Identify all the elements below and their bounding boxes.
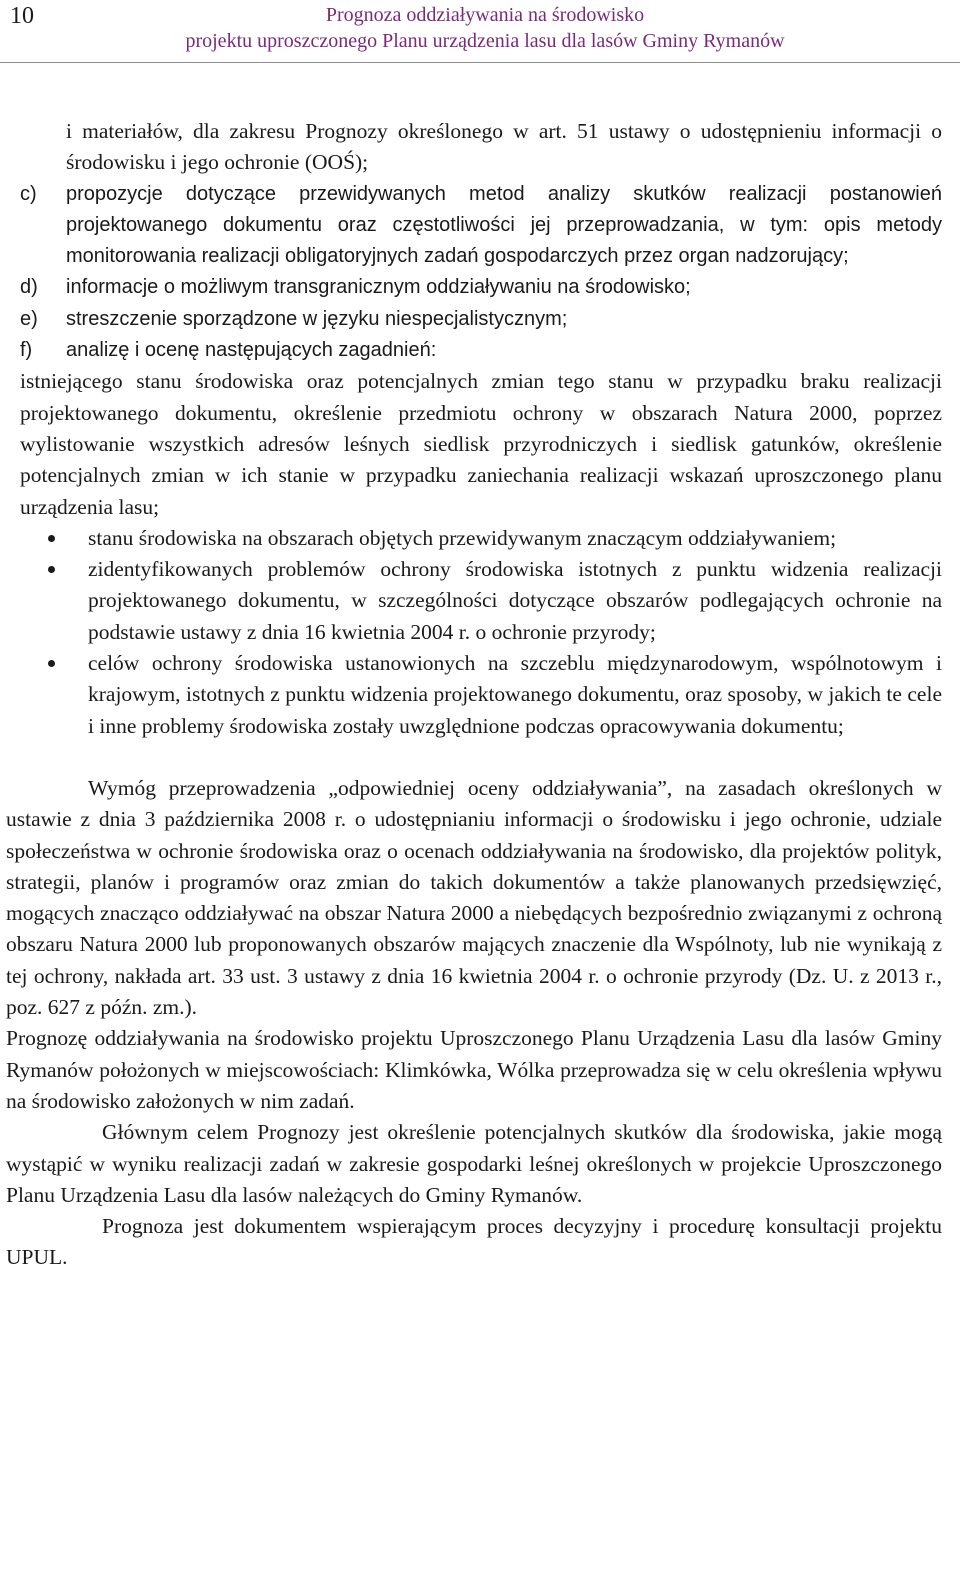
bullet-text: celów ochrony środowiska ustanowionych na szczeblu międzynarodowym, wspólnotowym i krajowym, istotnych z punktu widzenia projektowanego dokumentu, oraz sposoby, w jakich te cele i inne problemy środowiska zostały uwzględnione podczas opracowywania dokumentu; [88,651,942,738]
bullet-item [6,523,942,554]
list-continuation-text: i materiałów, dla zakresu Prognozy określonego w art. 51 ustawy o udostępnieniu informacji o środowisku i jego ochronie (OOŚ); [66,119,942,175]
list-item-text: analizę i ocenę następujących zagadnień: [66,339,437,362]
page-number: 10 [10,3,34,29]
list-marker: d) [20,276,38,299]
paragraph-forecast-scope: Prognozę oddziaływania na środowisko projektu Uproszczonego Planu Urządzenia Lasu dla lasów Gminy Rymanów położonych w miejscowościach: Klimkówka, Wólka przeprowadza się w celu określenia wpływu na środowisko założonych w nim zadań. [6,1026,942,1113]
list-item-text: propozycje dotyczące przewidywanych metod analizy skutków realizacji postanowień projektowanego dokumentu oraz częstotliwości jej przeprowadzania, w tym: opis metody monitorowania realizacji obligatoryjnych zadań gospodarczych przez organ nadzorujący; [66,182,942,268]
list-marker: f) [20,339,33,362]
paragraph-main-goal: Głównym celem Prognozy jest określenie potencjalnych skutków dla środowiska, jakie mogą wystąpić w wyniku realizacji zadań w zakresie gospodarki leśnej określonych w projekcie Uproszczonego Planu Urządzenia Lasu dla lasów należących do Gminy Rymanów. [6,1120,942,1207]
list-item-d [6,272,942,303]
header-title-line-1: Prognoza oddziaływania na środowisko [325,4,645,26]
document-body [6,116,942,1274]
header-title-line-2: projektu uproszczonego Planu urządzenia lasu dla lasów Gminy Rymanów [185,30,785,52]
paragraph-decision-support: Prognoza jest dokumentem wspierającym proces decyzyjny i procedurę konsultacji projektu UPUL. [6,1214,942,1270]
bullet-item [6,554,942,648]
bullet-text: zidentyfikowanych problemów ochrony środowiska istotnych z punktu widzenia realizacji projektowanego dokumentu, w szczególności dotyczące obszarów podlegających ochronie na podstawie ustawy z dnia 16 kwietnia 2004 r. o ochronie przyrody; [88,557,942,644]
header-divider [0,62,960,63]
bullet-icon [48,566,55,573]
list-item-f [6,335,942,366]
assessment-scope-text: istniejącego stanu środowiska oraz potencjalnych zmian tego stanu w przypadku braku realizacji projektowanego dokumentu, określenie przedmiotu ochrony w obszarach Natura 2000, poprzez wylistowanie wszystkich adresów leśnych siedlisk przyrodniczych i siedlisk gatunków, określenie potencjalnych zmian w ich stanie w przypadku zaniechania realizacji wskazań uproszczonego planu urządzenia lasu; [20,369,942,519]
list-marker: c) [20,182,37,205]
bullet-icon [48,660,55,667]
list-item-text: informacje o możliwym transgranicznym oddziaływaniu na środowisko; [66,276,691,299]
bullet-text: stanu środowiska na obszarach objętych przewidywanym znaczącym oddziaływaniem; [88,525,837,550]
list-item-c [6,179,942,273]
bullet-item [6,648,942,742]
list-item-text: streszczenie sporządzone w języku niespecjalistycznym; [66,307,568,330]
running-header [120,2,850,54]
list-marker: e) [20,307,38,330]
bullet-icon [48,535,55,542]
list-item-e [6,304,942,335]
paragraph-appropriate-assessment: Wymóg przeprowadzenia „odpowiedniej oceny oddziaływania”, na zasadach określonych w ustawie z dnia 3 października 2008 r. o udostępnianiu informacji o środowisku i jego ochronie, udziale społeczeństwa w ochronie środowiska oraz o ocenach oddziaływania na środowisko, dla projektów polityk, strategii, planów i programów oraz zmian do takich dokumentów a także planowanych przedsięwzięć, mogących znacząco oddziaływać na obszar Natura 2000 a niebędących bezpośrednio związanymi z ochroną obszaru Natura 2000 lub proponowanych obszarów mających znaczenie dla Wspólnoty, lub nie wynikają z tej ochrony, nakłada art. 33 ust. 3 ustawy z dnia 16 kwietnia 2004 r. o ochronie przyrody (Dz. U. z 2013 r., poz. 627 z późn. zm.). [6,775,942,1020]
